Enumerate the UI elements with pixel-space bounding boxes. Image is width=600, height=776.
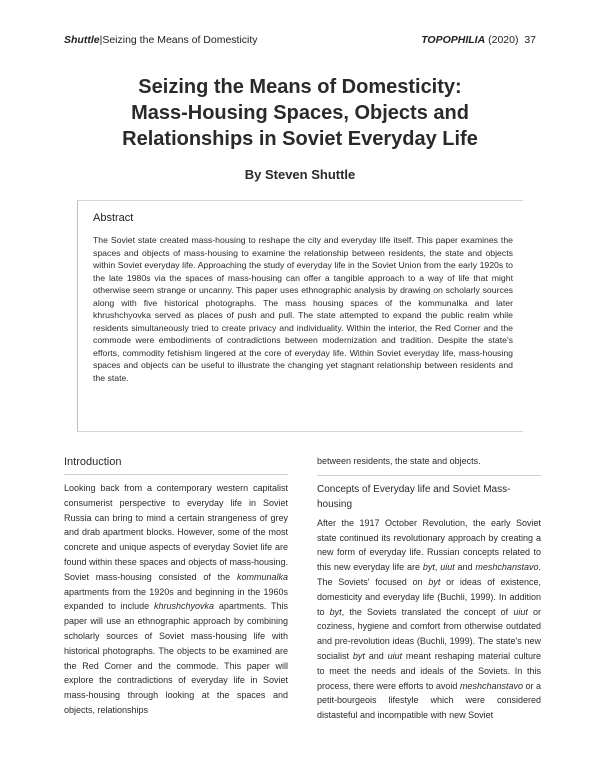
abstract-heading: Abstract xyxy=(93,212,134,224)
heading-rule xyxy=(64,474,288,475)
intro-term-kommunalka: kommunalka xyxy=(236,571,288,582)
text-h: and xyxy=(364,650,388,661)
header-right xyxy=(421,34,536,46)
term-uiut-3: uiut xyxy=(387,650,403,661)
header-short-title: Seizing the Means of Domesticity xyxy=(102,34,258,46)
abstract-text: The Soviet state created mass-housing to reshape the city and everyday life itself. This paper examines the spaces and objects of mass-housing to examine the relationship between residents, the state and objects within Soviet everyday life. Approaching the study of everyday life in the Soviet Union from the early 1920s to the late 1980s via the spaces of mass-housing can offer a tangible approach to a way of life that might otherwise seem strange or uncanny. This paper uses ethnographic analysis by drawing on scholarly sources along with five historical photographs. The mass housing spaces of the kommunalka and later khrushchyovka served as places of push and pull. The state attempted to expand the public realm while residents simultaneously tried to create privacy and individuality. Within the interior, the Red Corner and the commode were embodiments of contradictions between modernization and tradition. Despite the state's efforts, commodity fetishism lingered at the core of everyday life. Within Soviet everyday life, mass-housing spaces and objects can be useful to illustrate the changing yet stagnant relationship between residents and the state. xyxy=(93,235,513,383)
term-uiut: uiut xyxy=(440,562,455,573)
intro-text-3: apartments. This paper will use an ethnographic approach by combining scholarly sources of Soviet mass-housing life with historical photographs. The objects to be examined are the Red Corner and the commode. This paper will explore the contradictions of everyday life in Soviet mass-housing through looking at the spaces and objects, relationships xyxy=(64,601,288,715)
concepts-paragraph xyxy=(317,516,541,723)
text-c: and xyxy=(454,562,476,573)
introduction-heading: Introduction xyxy=(64,456,122,468)
text-b: , xyxy=(434,562,441,573)
byline: By Steven Shuttle xyxy=(244,167,356,182)
header-author: Shuttle xyxy=(64,34,100,46)
term-byt-2: byt xyxy=(428,576,441,587)
intro-text-2: apartments from the 1920s and beginning in the 1960s expanded to include xyxy=(64,586,288,612)
term-byt-4: byt xyxy=(352,650,365,661)
page-number: 37 xyxy=(524,34,536,46)
text-a: After the 1917 October Revolution, the early Soviet state continued its revolutionary approach by creating a new form of everyday life. Russian concepts related to this new everyday life are xyxy=(317,517,541,573)
continuation-text: between residents, the state and objects. xyxy=(317,456,481,466)
term-byt: byt xyxy=(422,562,435,573)
introduction-paragraph xyxy=(64,481,288,718)
term-meshchanstavo-2: meshchanstavo xyxy=(459,680,523,691)
text-i: meant reshaping material culture to meet the needs and ideals of the Soviets. In this process, there were efforts to avoid xyxy=(317,650,541,691)
text-g: or coziness, hygiene and comfort from otherwise outdated and pre-revolution ideas (Buchli, 1999). The state's new socialist xyxy=(317,606,541,661)
left-column xyxy=(64,454,288,718)
right-column xyxy=(317,454,541,723)
header-year: (2020) xyxy=(488,34,519,46)
term-uiut-2: uiut xyxy=(513,606,528,617)
title-line-3: Relationships in Soviet Everyday Life xyxy=(122,128,478,150)
article-title xyxy=(40,74,560,152)
text-j: or a petit-bourgeois lifestyle which were considered distasteful and incompatible with new Soviet xyxy=(317,680,542,721)
header-journal: TOPOPHILIA xyxy=(421,34,486,46)
text-e: or ideas of existence, domesticity and everyday life (Buchli, 1999). In addition to xyxy=(317,576,541,617)
header-separator: | xyxy=(99,34,103,46)
term-meshchanstavo: meshchanstavo xyxy=(475,562,539,573)
intro-text-1: Looking back from a contemporary western capitalist consumerist perspective to everyday life in Soviet Russia can bring to mind a certain strangeness of grey and drab apartment blocks. However, some of the most concrete and unique aspects of everyday Soviet life are found within these spaces and objects of mass-housing. Soviet mass-housing consisted of the xyxy=(64,483,288,582)
title-line-2: Mass-Housing Spaces, Objects and xyxy=(131,102,469,124)
text-f: , the Soviets translated the concept of xyxy=(341,606,514,617)
term-byt-3: byt xyxy=(329,606,342,617)
header-left xyxy=(64,34,258,46)
section-rule xyxy=(317,475,541,476)
intro-term-khrushchyovka: khrushchyovka xyxy=(153,601,215,612)
text-d: . The Soviets' focused on xyxy=(317,562,541,587)
concepts-heading: Concepts of Everyday life and Soviet Mass-housing xyxy=(317,483,511,510)
title-line-1: Seizing the Means of Domesticity: xyxy=(138,76,462,98)
running-header xyxy=(64,34,536,50)
